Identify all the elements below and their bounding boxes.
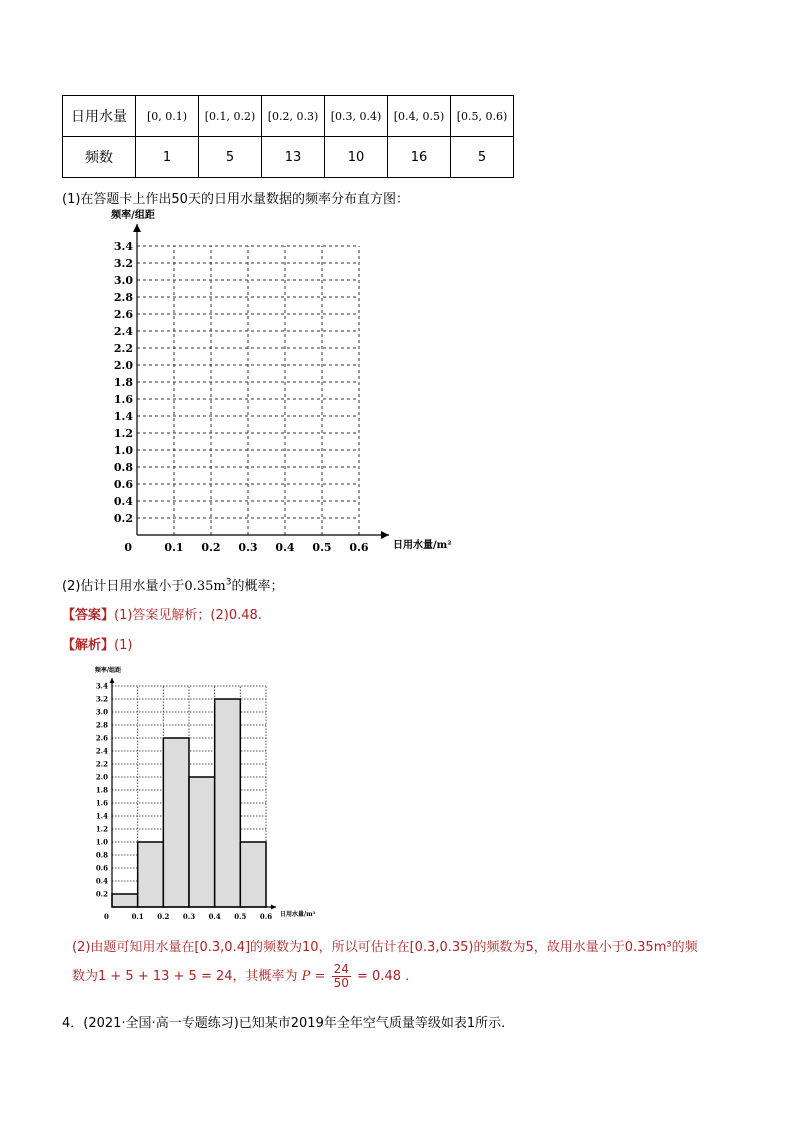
question-2-value: 0.35m bbox=[184, 579, 226, 594]
question-2-part: 的概率； bbox=[231, 579, 284, 594]
y-tick-label: 0.2 bbox=[95, 889, 108, 899]
x-tick-label: 0.1 bbox=[131, 912, 144, 921]
x-tick-label: 0 bbox=[103, 912, 109, 921]
y-tick-label: 1.6 bbox=[95, 798, 108, 808]
interval-cell: [0.2, 0.3) bbox=[262, 96, 325, 137]
empty-histogram-grid bbox=[0, 205, 480, 565]
histogram-bar bbox=[189, 777, 215, 907]
histogram-bar bbox=[138, 842, 164, 907]
y-tick-label: 3.4 bbox=[95, 681, 108, 691]
x-tick-label: 0.2 bbox=[157, 912, 170, 921]
y-tick-label: 0.8 bbox=[95, 850, 108, 860]
x-tick-label: 0.6 bbox=[349, 541, 369, 554]
y-tick-label: 2.8 bbox=[113, 290, 133, 304]
y-tick-label: 0.2 bbox=[113, 511, 133, 525]
y-tick-label: 1.0 bbox=[113, 443, 133, 457]
y-tick-label: 2.2 bbox=[95, 759, 108, 769]
y-tick-label: 0.8 bbox=[113, 460, 133, 474]
y-tick-label: 3.4 bbox=[113, 239, 133, 253]
fraction-denominator: 50 bbox=[333, 976, 349, 990]
analysis-text: (1) bbox=[114, 638, 133, 653]
question-1-text: (1)在答题卡上作出50天的日用水量数据的频率分布直方图： bbox=[62, 192, 409, 207]
histogram-bar bbox=[112, 894, 138, 907]
count-cell: 1 bbox=[136, 137, 199, 178]
x-tick-label: 0.4 bbox=[275, 541, 295, 554]
y-axis-label: 频率/组距 bbox=[111, 210, 155, 221]
solution-result: = 0.48 . bbox=[357, 969, 410, 984]
x-tick-label: 0.3 bbox=[182, 912, 196, 921]
y-tick-label: 1.6 bbox=[113, 392, 133, 406]
y-tick-label: 3.0 bbox=[113, 273, 133, 287]
y-tick-label: 2.6 bbox=[95, 733, 108, 743]
interval-cell: [0.3, 0.4) bbox=[325, 96, 388, 137]
count-cell: 13 bbox=[262, 137, 325, 178]
answer-tag: 【答案】 bbox=[62, 608, 115, 623]
solution-sum: 数为1 + 5 + 13 + 5 = 24，其概率为 bbox=[72, 969, 298, 984]
y-tick-label: 3.2 bbox=[95, 694, 108, 704]
y-tick-label: 3.2 bbox=[113, 256, 133, 270]
y-tick-label: 2.0 bbox=[113, 358, 133, 372]
x-tick-label: 0.5 bbox=[234, 912, 247, 921]
interval-cell: [0.1, 0.2) bbox=[199, 96, 262, 137]
y-tick-label: 1.8 bbox=[113, 375, 133, 389]
y-tick-label: 1.2 bbox=[95, 824, 108, 834]
table-row-label: 日用水量 bbox=[63, 96, 136, 137]
y-tick-label: 3.0 bbox=[95, 707, 108, 717]
table-row-label: 频数 bbox=[63, 137, 136, 178]
y-axis-label: 频率/组距 bbox=[94, 667, 122, 674]
y-tick-label: 1.2 bbox=[113, 426, 133, 440]
y-tick-label: 2.2 bbox=[113, 341, 133, 355]
answer-line bbox=[62, 604, 262, 623]
x-axis-arrow bbox=[381, 531, 389, 539]
histogram-bar bbox=[163, 738, 189, 907]
count-cell: 5 bbox=[199, 137, 262, 178]
question-2-text bbox=[62, 575, 283, 594]
y-tick-label: 0.6 bbox=[95, 863, 108, 873]
x-axis-arrow bbox=[271, 905, 276, 910]
y-tick-label: 1.4 bbox=[95, 811, 108, 821]
question-2-sup: 3 bbox=[225, 577, 232, 588]
y-tick-label: 0.4 bbox=[95, 876, 108, 886]
y-axis-arrow bbox=[110, 678, 115, 683]
y-tick-label: 0.4 bbox=[113, 494, 133, 508]
table-row bbox=[63, 96, 514, 137]
analysis-tag: 【解析】 bbox=[62, 638, 115, 653]
interval-cell: [0.5, 0.6) bbox=[451, 96, 514, 137]
y-tick-label: 2.4 bbox=[113, 324, 133, 338]
question-4-text: 4．(2021·全国·高一专题练习)已知某市2019年全年空气质量等级如表1所示. bbox=[62, 1016, 506, 1031]
table-row bbox=[63, 137, 514, 178]
x-tick-label: 0.5 bbox=[312, 541, 332, 554]
y-tick-label: 2.6 bbox=[113, 307, 133, 321]
y-tick-label: 2.0 bbox=[95, 772, 108, 782]
x-tick-label: 0.1 bbox=[164, 541, 184, 554]
y-tick-label: 1.0 bbox=[95, 837, 108, 847]
y-tick-label: 0.6 bbox=[113, 477, 133, 491]
interval-cell: [0, 0.1) bbox=[136, 96, 199, 137]
x-tick-label: 0.6 bbox=[259, 912, 273, 921]
interval-cell: [0.4, 0.5) bbox=[388, 96, 451, 137]
solution-line-1: (2)由题可知用水量在[0.3,0.4]的频数为10，所以可估计在[0.3,0.35)的频数为5，故用水量小于0.35m³的频 bbox=[72, 940, 698, 955]
count-cell: 16 bbox=[388, 137, 451, 178]
x-tick-label: 0.3 bbox=[238, 541, 258, 554]
y-tick-label: 1.8 bbox=[95, 785, 108, 795]
probability-fraction bbox=[332, 963, 351, 990]
solution-histogram bbox=[60, 665, 350, 930]
x-tick-label: 0.4 bbox=[208, 912, 221, 921]
histogram-bar bbox=[240, 842, 266, 907]
y-tick-label: 2.8 bbox=[95, 720, 108, 730]
x-axis-label: 日用水量/m³ bbox=[280, 911, 316, 918]
fraction-numerator: 24 bbox=[333, 962, 349, 976]
analysis-line bbox=[62, 634, 132, 653]
question-2-part: (2)估计日用水量小于 bbox=[62, 579, 185, 594]
answer-text: (1)答案见解析；(2)0.48. bbox=[114, 608, 262, 623]
count-cell: 5 bbox=[451, 137, 514, 178]
x-tick-label: 0.2 bbox=[201, 541, 221, 554]
probability-symbol: P = bbox=[301, 969, 326, 984]
histogram-bar bbox=[215, 699, 241, 907]
x-axis-label: 日用水量/m² bbox=[393, 540, 452, 551]
frequency-table bbox=[62, 95, 514, 178]
y-axis-arrow bbox=[133, 224, 141, 232]
y-tick-label: 2.4 bbox=[95, 746, 108, 756]
solution-line-2 bbox=[72, 963, 409, 990]
count-cell: 10 bbox=[325, 137, 388, 178]
y-tick-label: 1.4 bbox=[113, 409, 133, 423]
x-tick-label: 0 bbox=[124, 541, 133, 554]
